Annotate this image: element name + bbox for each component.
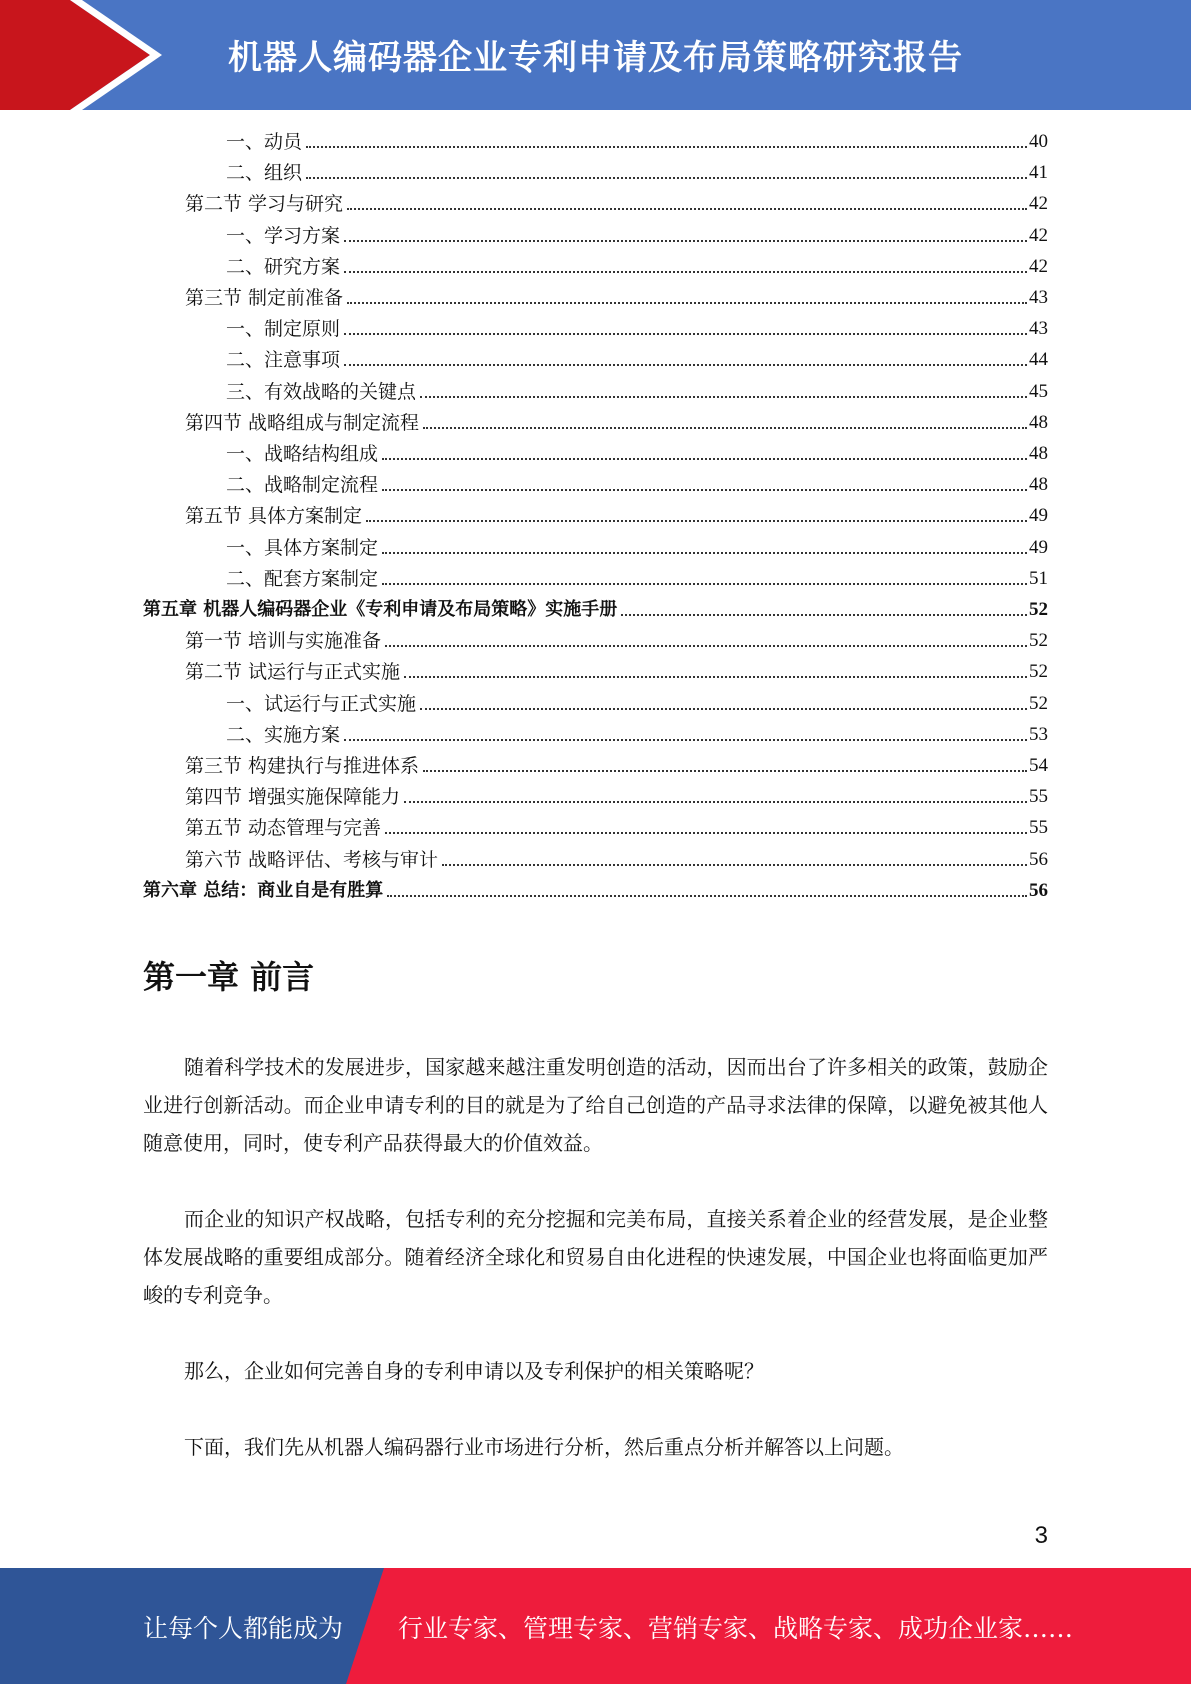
toc-entry[interactable] <box>185 627 1048 653</box>
toc-entry-title: 一、制定原则 <box>226 318 341 341</box>
toc-entry-page: 54 <box>1029 755 1048 776</box>
toc-entry-title: 二、配套方案制定 <box>226 567 379 590</box>
toc-leader-dots <box>404 801 1027 803</box>
toc-entry[interactable] <box>226 128 1048 154</box>
toc-entry-page: 53 <box>1029 723 1048 745</box>
toc-entry-page: 49 <box>1029 536 1048 558</box>
toc-entry[interactable] <box>226 315 1048 341</box>
toc-leader-dots <box>382 489 1027 491</box>
toc-entry[interactable] <box>185 284 1048 310</box>
toc-leader-dots <box>442 864 1027 866</box>
toc-leader-dots <box>344 739 1027 741</box>
toc-entry-page: 51 <box>1029 567 1048 589</box>
toc-entry[interactable] <box>226 253 1048 279</box>
toc-entry[interactable] <box>226 690 1048 716</box>
toc-entry-title: 第五章 机器人编码器企业《专利申请及布局策略》实施手册 <box>143 599 618 620</box>
header-red-chevron <box>0 0 150 110</box>
toc-entry-page: 48 <box>1029 474 1048 496</box>
toc-entry[interactable] <box>226 721 1048 747</box>
toc-leader-dots <box>347 302 1027 304</box>
toc-entry-page: 42 <box>1029 255 1048 277</box>
toc-entry-title: 第五节 具体方案制定 <box>185 505 363 528</box>
toc-entry-title: 第二节 学习与研究 <box>185 193 344 216</box>
toc-entry-page: 56 <box>1029 848 1048 870</box>
toc-leader-dots <box>382 552 1027 554</box>
page-footer <box>0 1568 1191 1684</box>
chapter-title: 第一章 前言 <box>143 958 315 996</box>
toc-entry[interactable] <box>226 222 1048 248</box>
toc-entry[interactable] <box>226 159 1048 185</box>
toc-entry[interactable] <box>226 471 1048 497</box>
toc-leader-dots <box>347 208 1027 210</box>
toc-entry-title: 第四节 增强实施保障能力 <box>185 786 401 809</box>
toc-leader-dots <box>385 645 1027 647</box>
toc-entry-page: 42 <box>1029 193 1048 215</box>
toc-entry-page: 56 <box>1029 879 1048 901</box>
toc-leader-dots <box>306 177 1027 179</box>
toc-entry-title: 第三节 制定前准备 <box>185 287 344 309</box>
toc-entry-page: 48 <box>1029 411 1048 433</box>
toc-entry-page: 41 <box>1029 162 1048 184</box>
toc-entry-title: 第四节 战略组成与制定流程 <box>185 411 420 434</box>
toc-entry-title: 第六章 总结：商业自是有胜算 <box>143 879 384 901</box>
toc-entry[interactable] <box>185 783 1048 809</box>
toc-leader-dots <box>344 364 1027 366</box>
paragraph-1: 随着科学技术的发展进步，国家越来越注重发明创造的活动，因而出台了许多相关的政策，鼓励企业进行创新活动。而企业申请专利的目的就是为了给自己创造的产品寻求法律的保障，以避免被其他人随意使用，同时，使专利产品获得最大的价值效益。 <box>143 1055 1048 1155</box>
toc-entry-title: 第二节 试运行与正式实施 <box>185 661 401 684</box>
toc-entry-page: 43 <box>1029 318 1048 340</box>
toc-entry[interactable] <box>185 846 1048 872</box>
toc-entry-title: 一、具体方案制定 <box>226 536 379 559</box>
toc-leader-dots <box>621 614 1027 616</box>
toc-entry[interactable] <box>226 378 1048 404</box>
toc-entry-title: 第三节 构建执行与推进体系 <box>185 755 420 777</box>
toc-entry-page: 52 <box>1029 599 1048 620</box>
toc-leader-dots <box>382 583 1027 585</box>
toc-entry[interactable] <box>226 346 1048 372</box>
toc-entry[interactable] <box>185 190 1048 216</box>
toc-leader-dots <box>420 708 1027 710</box>
toc-entry-page: 52 <box>1029 692 1048 714</box>
toc-entry-title: 二、注意事项 <box>226 349 341 372</box>
toc-entry[interactable] <box>226 565 1048 591</box>
toc-leader-dots <box>385 832 1027 834</box>
toc-entry[interactable] <box>143 596 1048 622</box>
toc-leader-dots <box>423 427 1027 429</box>
toc-entry-page: 48 <box>1029 443 1048 464</box>
toc-entry-page: 43 <box>1029 287 1048 308</box>
page-number: 3 <box>1034 1522 1048 1549</box>
toc-entry-page: 55 <box>1029 817 1048 839</box>
toc-entry-title: 二、战略制定流程 <box>226 474 379 497</box>
toc-leader-dots <box>387 895 1027 897</box>
toc-entry-page: 52 <box>1029 661 1048 683</box>
toc-leader-dots <box>344 271 1027 273</box>
toc-entry-title: 第五节 动态管理与完善 <box>185 817 382 840</box>
page-header <box>0 0 1191 110</box>
toc-entry-title: 一、学习方案 <box>226 224 341 247</box>
toc-leader-dots <box>423 770 1027 772</box>
toc-entry[interactable] <box>185 409 1048 435</box>
toc-leader-dots <box>404 676 1027 678</box>
toc-entry-title: 一、试运行与正式实施 <box>226 692 417 715</box>
toc-entry[interactable] <box>185 658 1048 684</box>
toc-entry-page: 42 <box>1029 224 1048 246</box>
toc-entry[interactable] <box>185 752 1048 778</box>
toc-entry-page: 55 <box>1029 786 1048 808</box>
paragraph-2: 而企业的知识产权战略，包括专利的充分挖掘和完美布局，直接关系着企业的经营发展，是企业整体发展战略的重要组成部分。随着经济全球化和贸易自由化进程的快速发展，中国企业也将面临更加严峻的专利竞争。 <box>143 1207 1048 1307</box>
paragraph-3: 那么，企业如何完善自身的专利申请以及专利保护的相关策略呢？ <box>184 1359 764 1383</box>
toc-entry-title: 第六节 战略评估、考核与审计 <box>185 848 439 871</box>
toc-entry-title: 二、组织 <box>226 162 303 185</box>
toc-entry-page: 40 <box>1029 131 1048 152</box>
toc-leader-dots <box>344 240 1027 242</box>
paragraph-4: 下面，我们先从机器人编码器行业市场进行分析，然后重点分析并解答以上问题。 <box>184 1435 904 1459</box>
toc-entry-page: 52 <box>1029 630 1048 652</box>
toc-entry-title: 二、实施方案 <box>226 723 341 746</box>
toc-entry[interactable] <box>143 877 1048 903</box>
toc-leader-dots <box>344 333 1027 335</box>
toc-entry-page: 44 <box>1029 349 1048 371</box>
footer-slogan-right: 行业专家、管理专家、营销专家、战略专家、成功企业家…… <box>398 1614 1074 1643</box>
toc-leader-dots <box>382 458 1027 460</box>
toc-leader-dots <box>306 146 1027 148</box>
toc-entry-title: 二、研究方案 <box>226 255 341 278</box>
toc-entry-title: 一、动员 <box>226 131 303 153</box>
header-title: 机器人编码器企业专利申请及布局策略研究报告 <box>228 38 963 78</box>
toc-entry-title: 三、有效战略的关键点 <box>226 380 417 403</box>
toc-entry[interactable] <box>185 502 1048 528</box>
footer-slogan-left: 让每个人都能成为 <box>143 1614 344 1643</box>
toc-entry-page: 49 <box>1029 505 1048 527</box>
toc-entry[interactable] <box>185 814 1048 840</box>
toc-leader-dots <box>420 396 1027 398</box>
toc-entry-page: 45 <box>1029 380 1048 402</box>
toc-entry-title: 一、战略结构组成 <box>226 443 379 465</box>
toc-entry[interactable] <box>226 440 1048 466</box>
toc-entry-title: 第一节 培训与实施准备 <box>185 630 382 653</box>
toc-entry[interactable] <box>226 534 1048 560</box>
toc-leader-dots <box>366 520 1027 522</box>
